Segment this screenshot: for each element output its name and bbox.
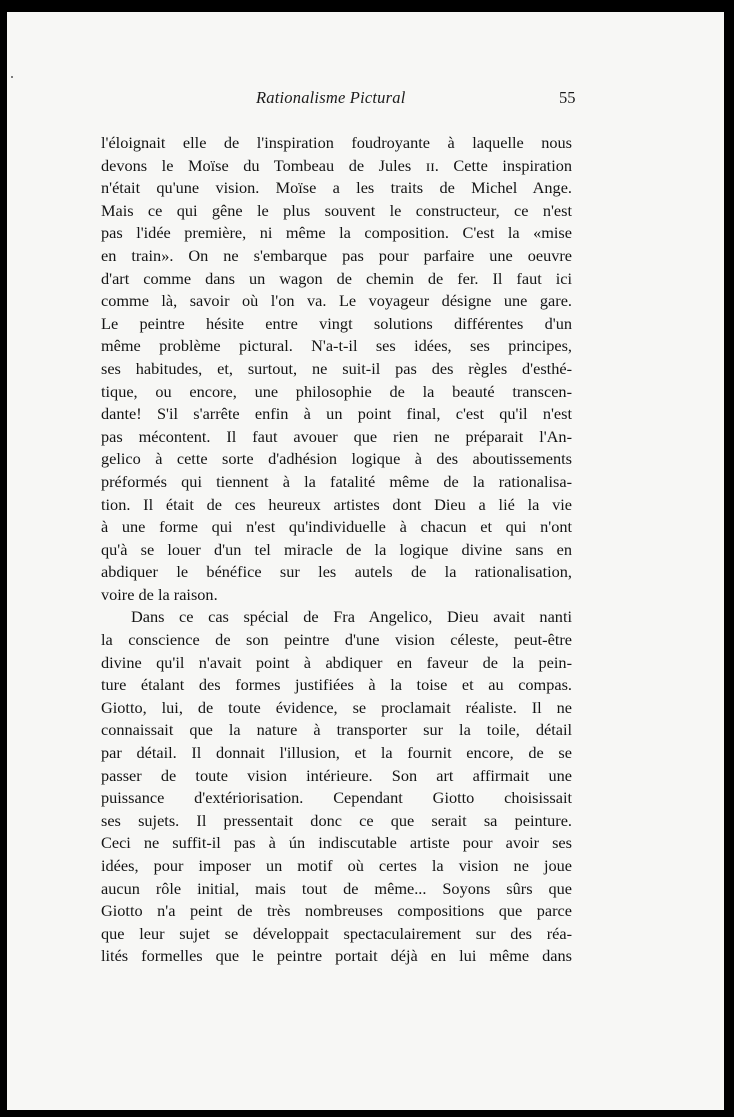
text-line: dante! S'il s'arrête enfin à un point final, c'est qu'il n'est xyxy=(101,404,572,424)
scan-speck xyxy=(11,76,13,78)
text-line: à une forme qui n'est qu'individuelle à chacun et qui n'ont xyxy=(101,517,572,537)
paragraph-start-line: Dans ce cas spécial de Fra Angelico, Dieu avait nanti xyxy=(131,607,572,627)
text-line: idées, pour imposer un motif où certes la vision ne joue xyxy=(101,856,572,875)
text-line: Ceci ne suffit-il pas à ún indiscutable artiste pour avoir ses xyxy=(101,833,572,853)
text-line: lités formelles que le peintre portait déjà en lui même dans xyxy=(101,946,572,966)
text-line: la conscience de son peintre d'une vision céleste, peut-être xyxy=(101,630,572,650)
book-page xyxy=(7,12,724,1110)
running-title: Rationalisme Pictural xyxy=(256,88,406,107)
text-line: Giotto n'a peint de très nombreuses compositions que parce xyxy=(101,901,572,921)
page-number: 55 xyxy=(559,88,576,107)
text-line: connaissait que la nature à transporter sur la toile, détail xyxy=(101,720,572,740)
text-line: l'éloignait elle de l'inspiration foudroyante à laquelle nous xyxy=(101,133,572,152)
paragraph-end-line: voire de la raison. xyxy=(101,584,218,604)
text-line: préformés qui tiennent à la fatalité même de la rationalisa- xyxy=(101,471,572,491)
text-line: Mais ce qui gêne le plus souvent le constructeur, ce n'est xyxy=(101,200,572,220)
text-line: ses sujets. Il pressentait donc ce que serait sa peinture. xyxy=(101,810,572,830)
text-line: ture étalant des formes justifiées à la toise et au compas. xyxy=(101,675,572,695)
body-text xyxy=(101,132,572,968)
text-line: que leur sujet se développait spectaculairement sur des réa- xyxy=(101,923,572,943)
text-line: comme là, savoir où l'on va. Le voyageur désigne une gare. xyxy=(101,291,572,311)
text-line: d'art comme dans un wagon de chemin de fer. Il faut ici xyxy=(101,268,572,288)
text-line: pas mécontent. Il faut avouer que rien ne préparait l'An- xyxy=(101,426,572,446)
text-line: tion. Il était de ces heureux artistes dont Dieu a lié la vie xyxy=(101,494,572,514)
text-line: Giotto, lui, de toute évidence, se proclamait réaliste. Il ne xyxy=(101,697,572,717)
text-line: Le peintre hésite entre vingt solutions différentes d'un xyxy=(101,313,572,333)
text-line: puissance d'extériorisation. Cependant Giotto choisissait xyxy=(101,788,572,808)
text-line: ses habitudes, et, surtout, ne suit-il pas des règles d'esthé- xyxy=(101,358,572,378)
text-line: tique, ou encore, une philosophie de la beauté transcen- xyxy=(101,381,572,401)
text-line: n'était qu'une vision. Moïse a les traits de Michel Ange. xyxy=(101,178,572,198)
text-line: en train». On ne s'embarque pas pour parfaire une oeuvre xyxy=(101,245,572,265)
text-line: pas l'idée première, ni même la composition. C'est la «mise xyxy=(101,223,572,243)
text-line: passer de toute vision intérieure. Son art affirmait une xyxy=(101,765,572,785)
text-line: par détail. Il donnait l'illusion, et la fournit encore, de se xyxy=(101,743,572,763)
text-line: devons le Moïse du Tombeau de Jules ɪɪ. Cette inspiration xyxy=(101,155,572,175)
text-line: même problème pictural. N'a-t-il ses idées, ses principes, xyxy=(101,336,572,356)
page-header xyxy=(7,88,724,110)
text-line: abdiquer le bénéfice sur les autels de la rationalisation, xyxy=(101,562,572,582)
text-line: divine qu'il n'avait point à abdiquer en faveur de la pein- xyxy=(101,652,572,672)
text-line: aucun rôle initial, mais tout de même... Soyons sûrs que xyxy=(101,878,572,898)
text-line: qu'à se louer d'un tel miracle de la logique divine sans en xyxy=(101,539,572,559)
text-line: gelico à cette sorte d'adhésion logique à des aboutissements xyxy=(101,449,572,469)
